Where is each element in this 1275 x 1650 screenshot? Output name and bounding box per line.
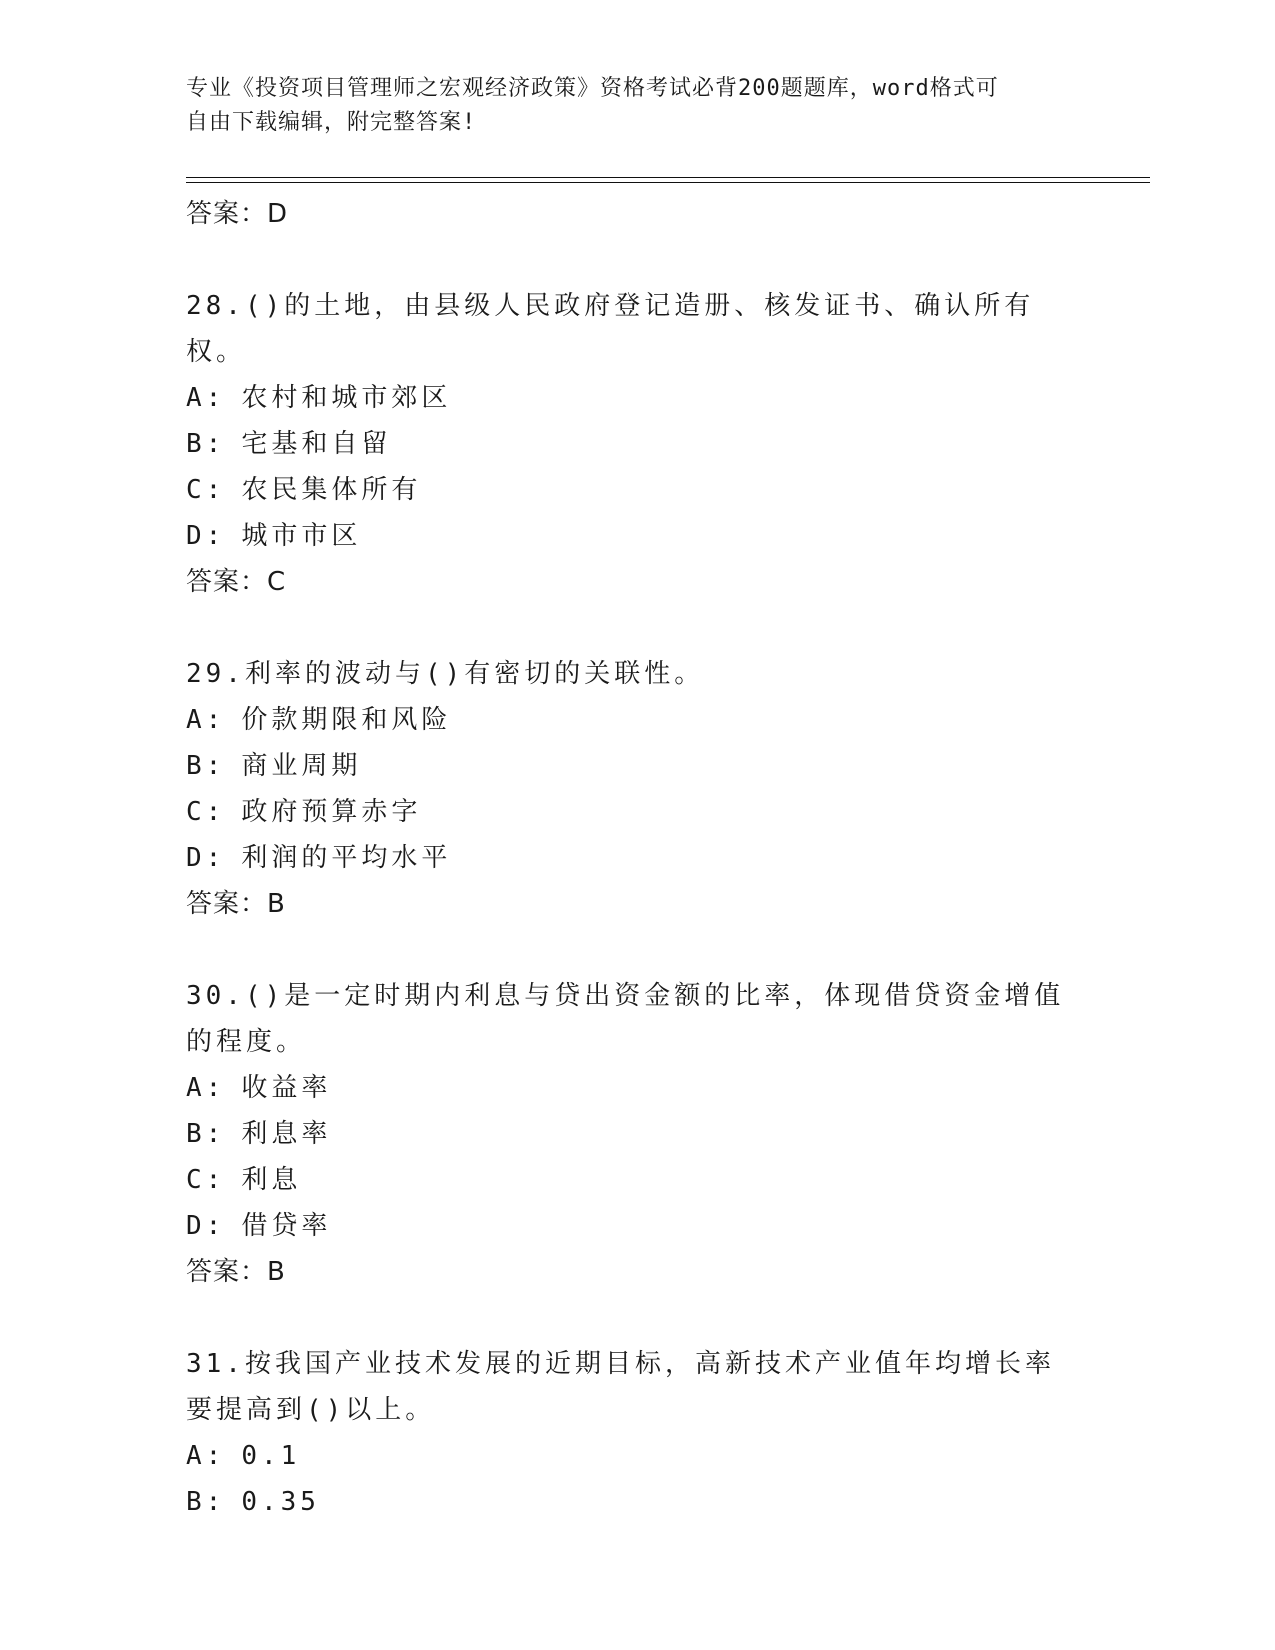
option-c — [186, 467, 1076, 513]
option-label: D: — [186, 843, 226, 873]
option-c — [186, 1157, 1076, 1203]
option-text: 农民集体所有 — [241, 475, 422, 505]
option-a — [186, 375, 1076, 421]
option-label: A: — [186, 1073, 226, 1103]
option-text: 0.1 — [241, 1441, 301, 1471]
header-divider-bottom — [186, 182, 1150, 183]
header-divider-top — [186, 177, 1150, 178]
option-label: C: — [186, 475, 226, 505]
answer-line: 答案：B — [186, 889, 286, 919]
document-header — [186, 72, 1066, 140]
question-28 — [186, 283, 1076, 605]
option-label: A: — [186, 383, 226, 413]
option-label: C: — [186, 1165, 226, 1195]
option-text: 宅基和自留 — [241, 429, 392, 459]
option-label: A: — [186, 1441, 226, 1471]
option-label: D: — [186, 521, 226, 551]
option-d — [186, 835, 1076, 881]
option-a — [186, 1065, 1076, 1111]
option-text: 借贷率 — [241, 1211, 332, 1241]
option-d — [186, 513, 1076, 559]
header-line-1: 专业《投资项目管理师之宏观经济政策》资格考试必背200题题库，word格式可 — [186, 76, 999, 101]
option-text: 利息 — [241, 1165, 302, 1195]
option-c — [186, 789, 1076, 835]
option-b — [186, 1479, 1076, 1525]
option-text: 0.35 — [241, 1487, 320, 1517]
question-text: 31.按我国产业技术发展的近期目标，高新技术产业值年均增长率要提高到()以上。 — [186, 1349, 1055, 1425]
question-text: 30.()是一定时期内利息与贷出资金额的比率，体现借贷资金增值的程度。 — [186, 981, 1065, 1057]
option-label: A: — [186, 705, 226, 735]
option-b — [186, 1111, 1076, 1157]
option-text: 价款期限和风险 — [241, 705, 452, 735]
option-b — [186, 421, 1076, 467]
option-label: B: — [186, 751, 226, 781]
option-label: D: — [186, 1211, 226, 1241]
previous-answer: 答案：D — [186, 199, 289, 229]
option-label: C: — [186, 797, 226, 827]
option-text: 收益率 — [241, 1073, 332, 1103]
option-text: 利息率 — [241, 1119, 332, 1149]
question-29 — [186, 651, 1076, 927]
question-30 — [186, 973, 1076, 1295]
question-text: 28.()的土地，由县级人民政府登记造册、核发证书、确认所有权。 — [186, 291, 1035, 367]
option-text: 政府预算赤字 — [241, 797, 422, 827]
option-label: B: — [186, 1119, 226, 1149]
header-line-2: 自由下载编辑，附完整答案! — [186, 110, 477, 135]
option-text: 商业周期 — [241, 751, 362, 781]
option-text: 城市市区 — [241, 521, 362, 551]
question-text: 29.利率的波动与()有密切的关联性。 — [186, 659, 705, 689]
option-a — [186, 697, 1076, 743]
answer-line: 答案：C — [186, 567, 287, 597]
option-b — [186, 743, 1076, 789]
option-d — [186, 1203, 1076, 1249]
option-label: B: — [186, 429, 226, 459]
question-list — [186, 191, 1076, 1525]
option-text: 利润的平均水平 — [241, 843, 452, 873]
answer-line: 答案：B — [186, 1257, 286, 1287]
question-31 — [186, 1341, 1076, 1525]
option-text: 农村和城市郊区 — [241, 383, 452, 413]
option-a — [186, 1433, 1076, 1479]
option-label: B: — [186, 1487, 226, 1517]
